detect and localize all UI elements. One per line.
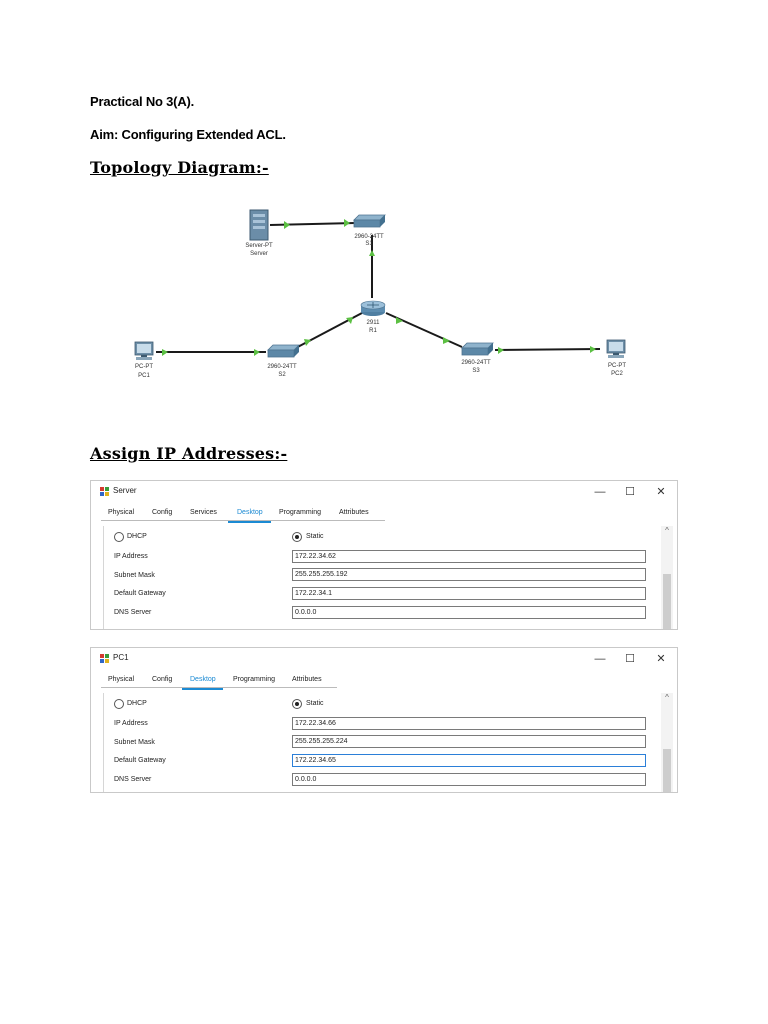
window-title: Server <box>113 486 137 495</box>
s2-name-label: S2 <box>278 372 286 378</box>
ip-configuration-panel <box>103 526 659 629</box>
aim-text: Aim: Configuring Extended ACL. <box>90 127 286 142</box>
r1-name-label: R1 <box>369 328 377 334</box>
scrollbar-thumb[interactable] <box>663 574 671 629</box>
default-gateway-field[interactable]: 172.22.34.65 <box>292 754 646 767</box>
tab-physical[interactable]: Physical <box>108 509 135 516</box>
pc2-model-label: PC-PT <box>608 363 626 369</box>
subnet-mask-label: Subnet Mask <box>114 572 155 579</box>
link-status-light <box>443 337 450 344</box>
link-s3-pc2 <box>495 349 600 350</box>
subnet-mask-label: Subnet Mask <box>114 739 155 746</box>
tab-desktop[interactable]: Desktop <box>228 507 271 523</box>
maximize-button[interactable]: ☐ <box>625 486 635 498</box>
dns-server-field[interactable]: 0.0.0.0 <box>292 773 646 786</box>
s3-model-label: 2960-24TT <box>461 360 491 366</box>
close-button[interactable]: ✕ <box>656 486 666 498</box>
pc2-name-label: PC2 <box>611 371 623 377</box>
link-status-light <box>344 219 350 227</box>
server-name-label: Server <box>250 251 268 257</box>
subnet-mask-field[interactable]: 255.255.255.224 <box>292 735 646 748</box>
packet-tracer-app-icon <box>99 653 111 665</box>
close-button[interactable]: ✕ <box>656 653 666 665</box>
radio-selected-dot <box>295 535 299 539</box>
assign-ip-heading: Assign IP Addresses:- <box>90 444 288 463</box>
topology-heading: Topology Diagram:- <box>90 158 269 177</box>
window-title: PC1 <box>113 653 129 662</box>
ip-address-field[interactable]: 172.22.34.66 <box>292 717 646 730</box>
pc1-name-label: PC1 <box>138 373 150 379</box>
ip-mode-row <box>104 532 644 544</box>
link-server-s1 <box>270 223 355 225</box>
vertical-scrollbar[interactable] <box>661 526 673 629</box>
dns-server-field[interactable]: 0.0.0.0 <box>292 606 646 619</box>
scroll-up-arrow-icon[interactable]: ^ <box>665 693 669 702</box>
switch-icon[interactable] <box>462 343 493 355</box>
switch-icon[interactable] <box>268 345 299 357</box>
static-label: Static <box>306 533 324 540</box>
s3-name-label: S3 <box>472 368 480 374</box>
window-titlebar[interactable] <box>91 481 677 503</box>
router-icon[interactable] <box>361 301 385 316</box>
dhcp-label: DHCP <box>127 700 147 707</box>
link-status-light <box>498 347 504 354</box>
tab-divider <box>101 687 337 688</box>
tab-bar <box>91 507 677 523</box>
ip-address-field[interactable]: 172.22.34.62 <box>292 550 646 563</box>
scroll-up-arrow-icon[interactable]: ^ <box>665 526 669 535</box>
pc1-model-label: PC-PT <box>135 364 153 370</box>
subnet-mask-field[interactable]: 255.255.255.192 <box>292 568 646 581</box>
practical-title: Practical No 3(A). <box>90 94 195 109</box>
tab-desktop[interactable]: Desktop <box>182 674 223 690</box>
static-radio[interactable] <box>292 532 302 542</box>
link-status-light <box>162 349 168 356</box>
dhcp-radio[interactable] <box>114 532 124 542</box>
r1-model-label: 2911 <box>366 320 380 326</box>
vertical-scrollbar[interactable] <box>661 693 673 792</box>
tab-divider <box>101 520 385 521</box>
server-icon[interactable] <box>250 210 268 240</box>
tab-programming[interactable]: Programming <box>233 676 276 683</box>
ip-configuration-panel <box>103 693 659 792</box>
static-radio[interactable] <box>292 699 302 709</box>
ip-address-label: IP Address <box>114 720 148 727</box>
maximize-button[interactable]: ☐ <box>625 653 635 665</box>
tab-programming[interactable]: Programming <box>279 509 322 516</box>
ip-address-label: IP Address <box>114 553 148 560</box>
window-titlebar[interactable] <box>91 648 677 670</box>
tab-config[interactable]: Config <box>152 676 173 683</box>
tab-config[interactable]: Config <box>152 509 173 516</box>
tab-physical[interactable]: Physical <box>108 676 135 683</box>
ip-mode-row <box>104 699 644 711</box>
links <box>156 223 600 352</box>
tab-attributes[interactable]: Attributes <box>292 676 322 683</box>
dhcp-radio[interactable] <box>114 699 124 709</box>
tab-bar <box>91 674 677 690</box>
pc1-config-window <box>90 647 678 793</box>
server-model-label: Server-PT <box>245 243 273 249</box>
server-config-window <box>90 480 678 630</box>
default-gateway-label: Default Gateway <box>114 590 166 597</box>
dhcp-label: DHCP <box>127 533 147 540</box>
link-status-light <box>254 349 260 356</box>
s2-model-label: 2960-24TT <box>267 364 297 370</box>
pc-icon[interactable] <box>135 342 153 360</box>
link-status-light <box>304 339 311 346</box>
switch-icon[interactable] <box>354 215 385 227</box>
topology-diagram <box>90 200 690 390</box>
link-status-light <box>590 346 596 353</box>
minimize-button[interactable]: — <box>594 653 606 665</box>
minimize-button[interactable]: — <box>594 486 606 498</box>
default-gateway-field[interactable]: 172.22.34.1 <box>292 587 646 600</box>
scrollbar-thumb[interactable] <box>663 749 671 792</box>
link-status-light <box>369 250 375 256</box>
dns-server-label: DNS Server <box>114 776 152 783</box>
static-label: Static <box>306 700 324 707</box>
pc-icon[interactable] <box>607 340 625 358</box>
radio-selected-dot <box>295 702 299 706</box>
link-status-light <box>284 221 290 229</box>
tab-attributes[interactable]: Attributes <box>339 509 369 516</box>
default-gateway-label: Default Gateway <box>114 757 166 764</box>
packet-tracer-app-icon <box>99 486 111 498</box>
tab-services[interactable]: Services <box>190 509 217 516</box>
dns-server-label: DNS Server <box>114 609 152 616</box>
s1-model-label: 2960-24TT <box>354 234 384 240</box>
s1-name-label: S1 <box>365 241 373 247</box>
